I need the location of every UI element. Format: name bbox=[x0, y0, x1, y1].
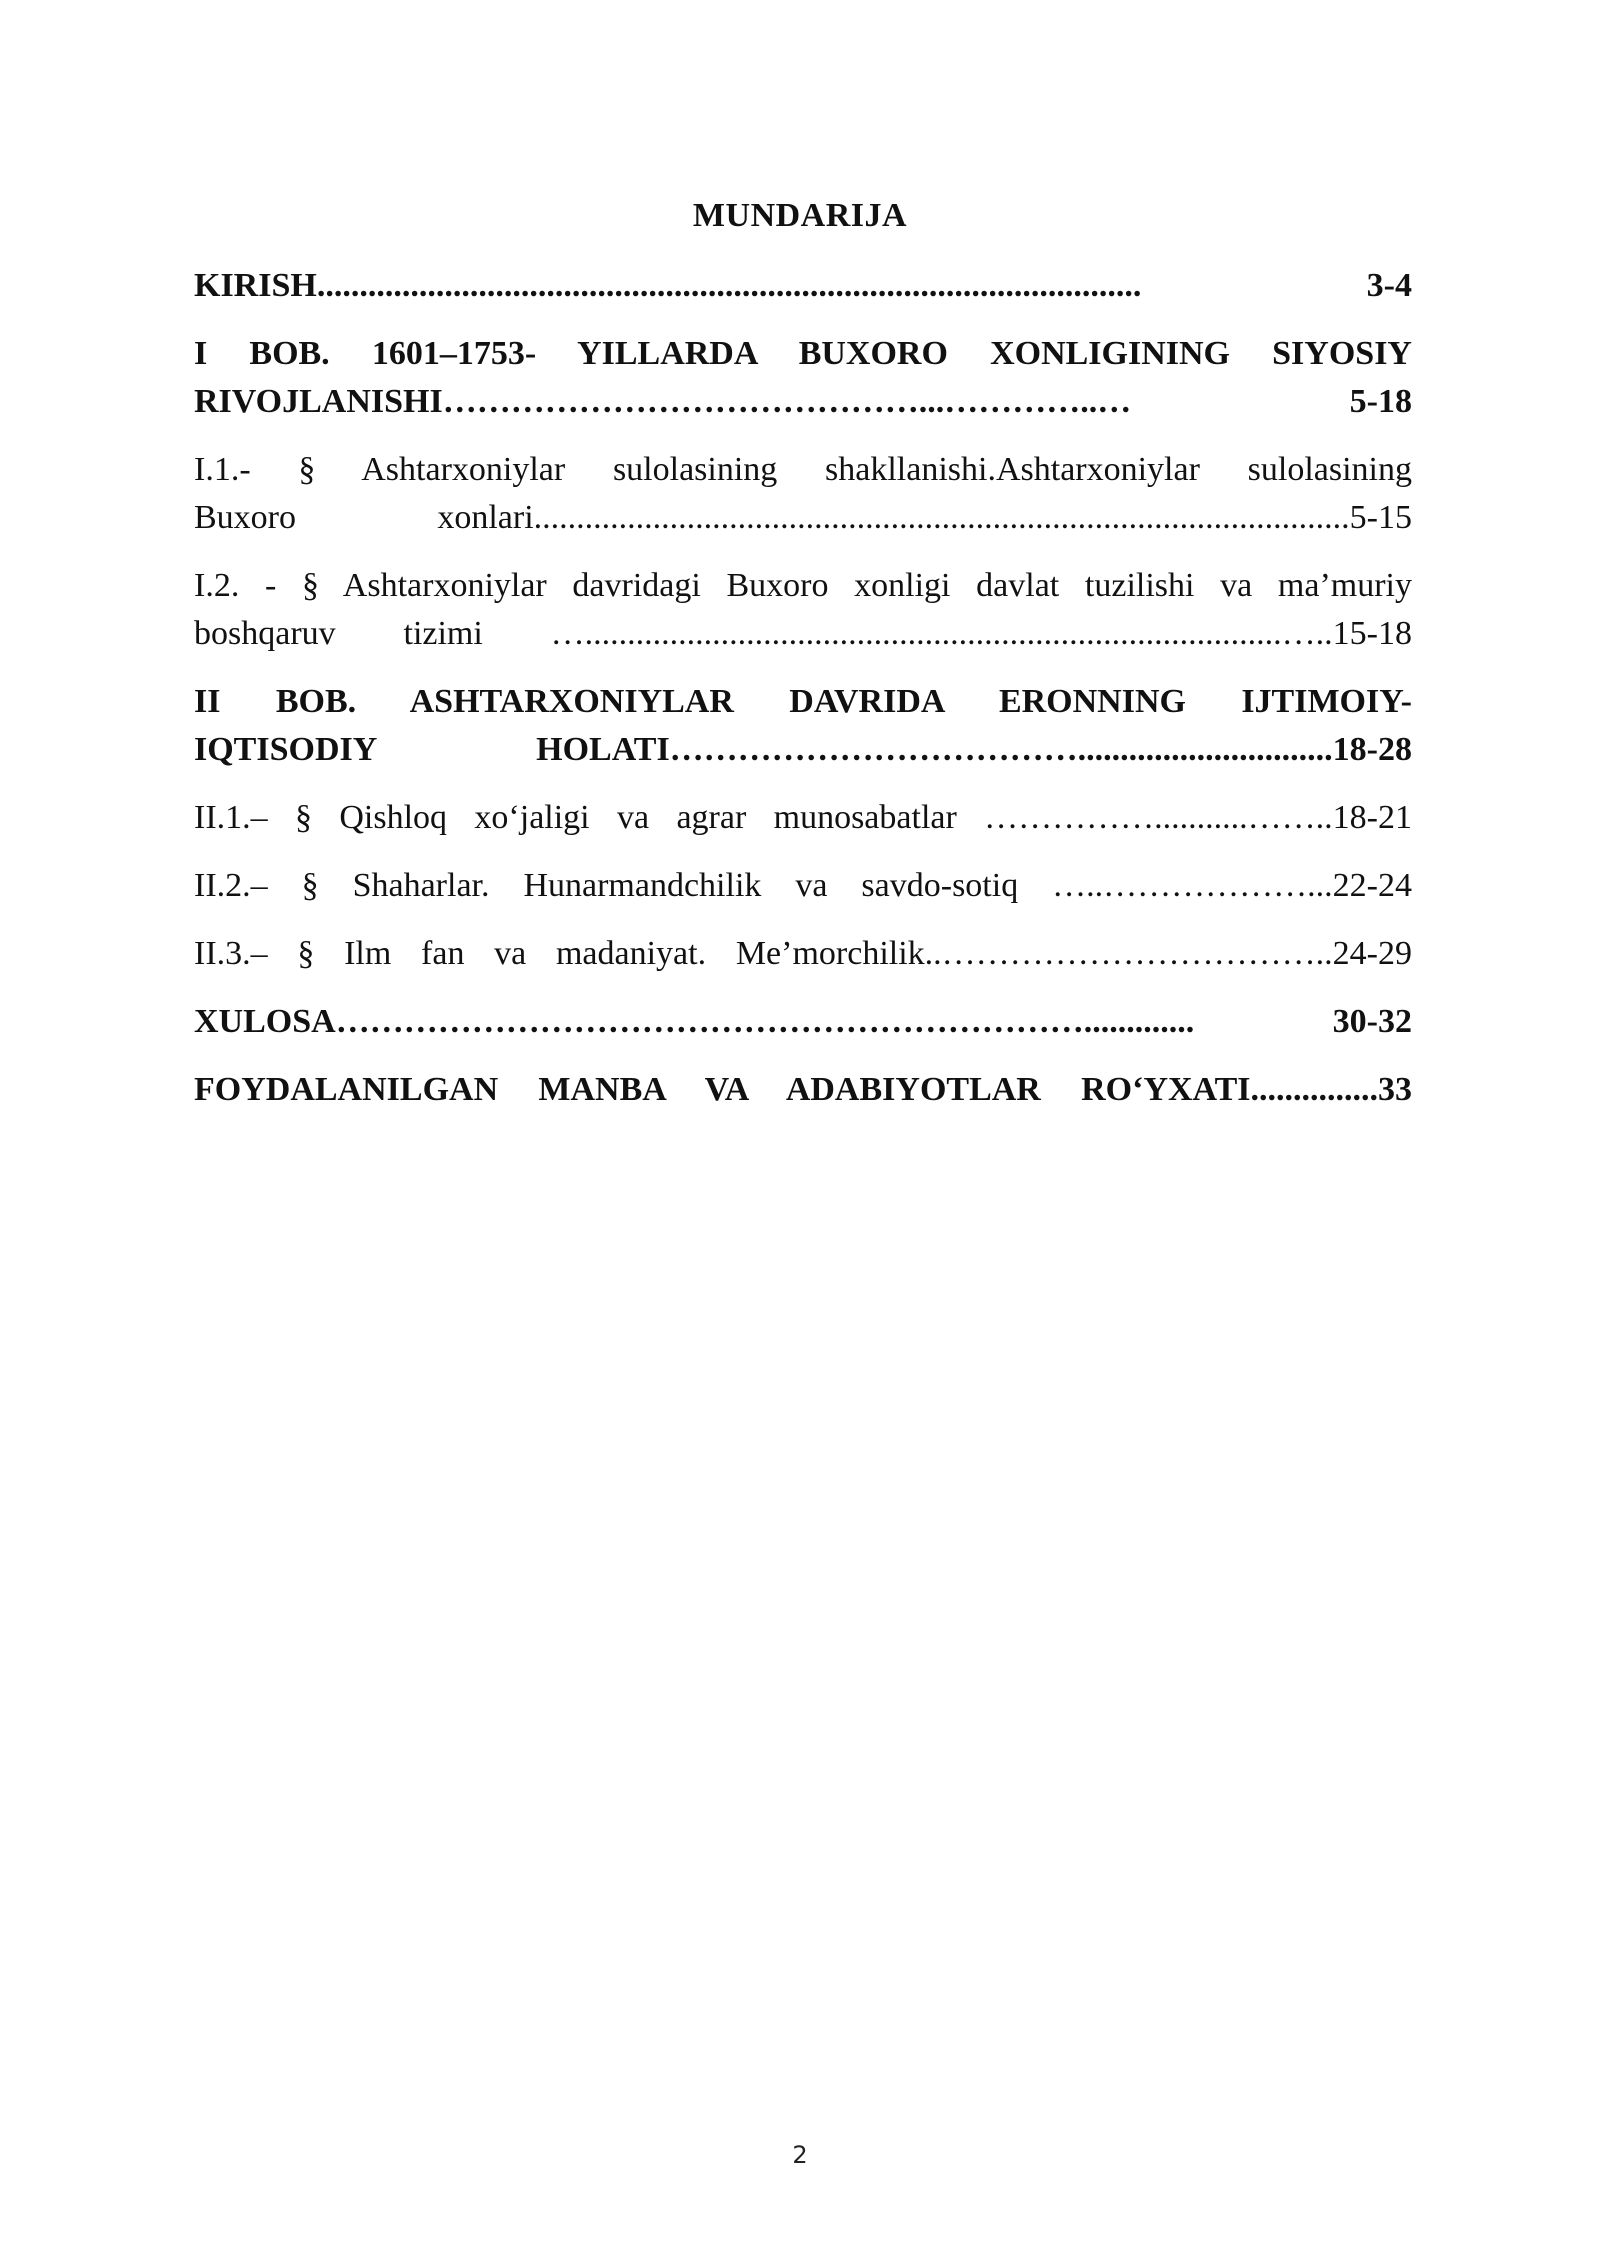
toc-entry-label: XULOSA…………………………………………………………............. bbox=[194, 1003, 1195, 1040]
toc-entry-page: 5-18 bbox=[1349, 383, 1412, 420]
toc-entry-label: FOYDALANILGAN MANBA VA ADABIYOTLAR RO‘YXATI............... bbox=[194, 1071, 1378, 1108]
toc-entry-kirish[interactable] bbox=[194, 262, 1412, 310]
toc-entry-label-line2: boshqaruv tizimi …..................................................................................….. bbox=[194, 615, 1333, 652]
toc-entry-section-2-1[interactable] bbox=[194, 794, 1412, 842]
toc-entry-label-line2: RIVOJLANISHI……………………………………...…………..… bbox=[194, 383, 1132, 420]
toc-entry-page: 15-18 bbox=[1332, 615, 1412, 652]
toc-entry-section-1-1[interactable] bbox=[194, 446, 1412, 542]
toc-entry-page: 18-21 bbox=[1332, 799, 1412, 836]
toc-entry-page: 33 bbox=[1378, 1071, 1412, 1108]
toc-entry-section-1-2[interactable] bbox=[194, 562, 1412, 658]
toc-entry-section-2-2[interactable] bbox=[194, 862, 1412, 910]
toc-entry-label: II.2.– § Shaharlar. Hunarmandchilik va savdo-sotiq …..………………... bbox=[194, 867, 1333, 904]
toc-entry-page: 24-29 bbox=[1332, 935, 1412, 972]
toc-entry-label: II.1.– § Qishloq xo‘jaligi va agrar munosabatlar ……………...........…….. bbox=[194, 799, 1333, 836]
toc-entry-references[interactable] bbox=[194, 1066, 1412, 1114]
toc-entry-label-line2: IQTISODIY HOLATI……………………………….............................. bbox=[194, 731, 1333, 768]
toc-entry-page: 3-4 bbox=[1366, 267, 1412, 304]
toc-entry-label-line1: I.1.- § Ashtarxoniylar sulolasining shakllanishi.Ashtarxoniylar sulolasining bbox=[194, 451, 1412, 488]
toc-entry-page: 5-15 bbox=[1349, 499, 1412, 536]
page-number: 2 bbox=[792, 2141, 808, 2169]
toc-entry-section-2-3[interactable] bbox=[194, 930, 1412, 978]
toc-entry-page: 30-32 bbox=[1332, 1003, 1412, 1040]
toc-entry-label-line1: II BOB. ASHTARXONIYLAR DAVRIDA ERONNING IJTIMOIY- bbox=[194, 683, 1412, 720]
toc-entry-label-line2: Buxoro xonlari................................................................................................ bbox=[194, 499, 1350, 536]
toc-entry-page: 22-24 bbox=[1332, 867, 1412, 904]
toc-entry-chapter-2[interactable] bbox=[194, 678, 1412, 774]
toc-entry-conclusion[interactable] bbox=[194, 998, 1412, 1046]
toc-title: MUNDARIJA bbox=[692, 197, 908, 234]
toc-entry-label-line1: I BOB. 1601–1753- YILLARDA BUXORO XONLIGINING SIYOSIY bbox=[194, 335, 1412, 372]
toc-entry-chapter-1[interactable] bbox=[194, 330, 1412, 426]
toc-entry-label-line1: I.2. - § Ashtarxoniylar davridagi Buxoro xonligi davlat tuzilishi va ma’muriy bbox=[194, 567, 1412, 604]
table-of-contents bbox=[194, 262, 1412, 1114]
toc-entry-label: KIRISH................................................................................................. bbox=[194, 267, 1142, 304]
toc-entry-label: II.3.– § Ilm fan va madaniyat. Me’morchilik..…………………………….. bbox=[194, 935, 1333, 972]
toc-entry-page: 18-28 bbox=[1332, 731, 1412, 768]
